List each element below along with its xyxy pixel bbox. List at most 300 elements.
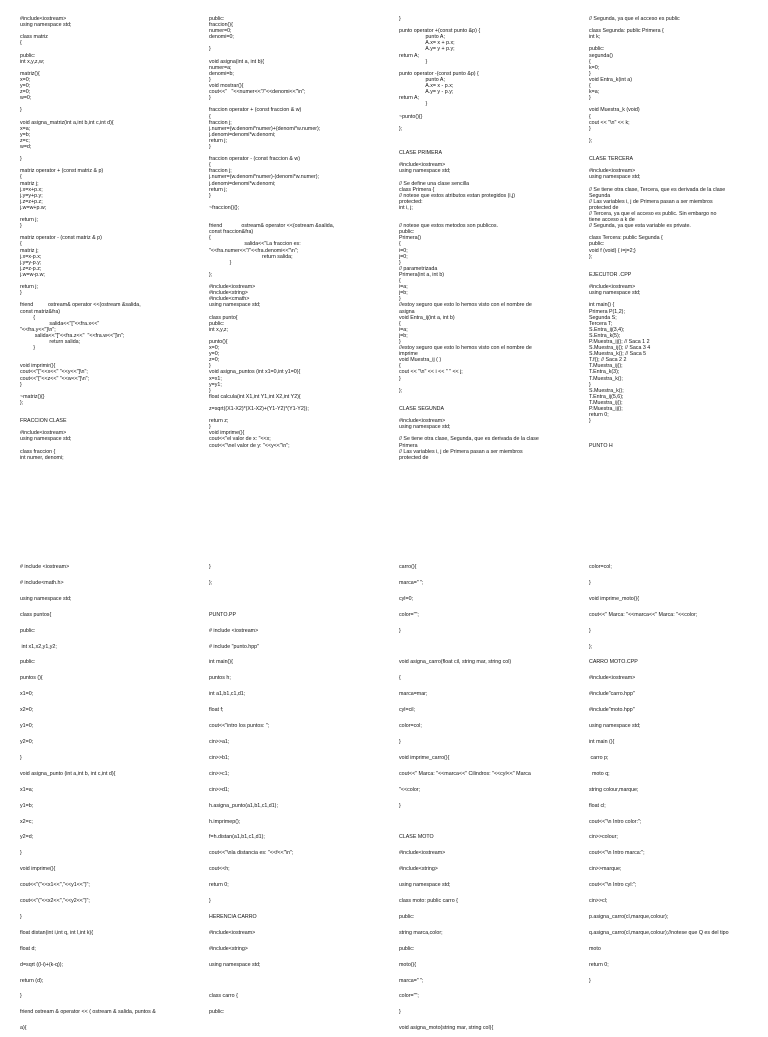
code-line: j.numer=(w.denomi*numer)-(denomi*w.numer); xyxy=(209,174,319,181)
code-line: int x,y,z,w; xyxy=(20,58,45,65)
code-line: puntos (){ xyxy=(20,675,43,682)
code-line: j.y=y-p.y; xyxy=(20,259,42,266)
code-line: CLASE PRIMERA xyxy=(399,150,442,157)
code-line: T.Muestra_ij(); xyxy=(589,399,623,406)
code-line: } xyxy=(20,223,22,230)
code-line: i=0; xyxy=(399,247,408,254)
code-line: #include<cmath> xyxy=(209,296,250,303)
code-line: } xyxy=(399,101,428,108)
code-line: S.Muestra_k(); xyxy=(589,387,624,394)
code-line: EJECUTOR .CPP xyxy=(589,271,632,278)
code-line: using namespace std; xyxy=(399,168,451,175)
code-line: { xyxy=(399,363,401,370)
code-line: j.x=x-p.x; xyxy=(20,253,42,260)
code-line: x=0; xyxy=(20,76,31,83)
code-line: // Se tiene otra clase, Tercera, que es derivada de la clase xyxy=(589,186,726,193)
code-line: } xyxy=(20,345,36,352)
code-line: // Tercera, ya que el acceso es public. Sin embargo no xyxy=(589,211,717,217)
code-line: class Primera { xyxy=(399,186,435,193)
code-line: cout<<"intro los puntos: "; xyxy=(209,723,270,730)
code-line xyxy=(399,815,575,831)
code-line: cin>>d1; xyxy=(209,786,230,793)
code-line: moto q; xyxy=(589,770,610,777)
code-line: #include<string> xyxy=(209,290,248,297)
code-line: cout<<"("<<x1<<","<<y1<<")"; xyxy=(20,882,90,889)
code-line: } xyxy=(589,627,591,634)
code-line: void Muestra_k (void) xyxy=(589,107,640,114)
code-line: cout<<"("<<x2<<","<<y2<<")"; xyxy=(20,898,90,905)
code-line: #include"moto.hpp" xyxy=(589,707,635,714)
code-line: } xyxy=(20,156,22,163)
code-line: // parametrizada xyxy=(399,265,438,272)
code-line: return salida; xyxy=(20,338,81,345)
code-line: Segunda S; xyxy=(589,314,617,321)
code-line: cout<<"["<<x<<" "<<y<<"]\n"; xyxy=(20,369,88,376)
code-line: z=c; xyxy=(20,137,30,144)
code-line: CLASE TERCERA xyxy=(589,156,634,163)
code-line: #include<iostream> xyxy=(589,168,636,175)
code-line: w=0; xyxy=(20,95,32,102)
code-line: void asigna(int a, int b){ xyxy=(209,58,265,65)
code-line: using namespace std; xyxy=(589,174,641,181)
code-line: y2=0; xyxy=(20,738,34,745)
code-line: P.Muestra_ij(); // Saca 1 2 xyxy=(589,338,650,345)
code-line xyxy=(209,974,385,990)
code-line: float calcula(int X1,int Y1,int X2,int Y2){ xyxy=(209,393,301,400)
code-line xyxy=(399,640,575,656)
code-line: color=col; xyxy=(589,564,612,570)
code-line: w=d; xyxy=(20,143,32,150)
code-line: Segunda xyxy=(589,192,611,199)
code-line: using namespace std; xyxy=(399,882,451,889)
code-line: denomi=b; xyxy=(209,70,234,77)
code-line: int main(){ xyxy=(209,659,233,666)
bottom-page xyxy=(0,560,768,1032)
code-line: //estoy seguro que esto lo hemos visto con el nombre de xyxy=(399,345,532,352)
code-line: } xyxy=(399,1009,401,1016)
code-line: public: xyxy=(399,945,415,952)
code-line: } xyxy=(209,143,211,150)
code-line: return 0; xyxy=(589,412,609,419)
code-line: public: xyxy=(20,52,36,59)
code-line: friend ostream& operator <<(ostream &salida, xyxy=(209,223,335,230)
code-line: } xyxy=(209,76,211,83)
code-line: } xyxy=(209,387,211,394)
code-line: class puntos{ xyxy=(20,611,52,618)
code-line: cout<<" Marca: "<<marca<<" Marca: "<<color; xyxy=(589,611,698,618)
code-line: segunda() xyxy=(589,52,613,59)
code-line: } xyxy=(399,627,401,634)
code-line: return (d); xyxy=(20,977,44,984)
code-line: marca=" "; xyxy=(399,977,424,984)
code-line: T.f(); // Saca 2 2 xyxy=(589,357,627,364)
code-line: } xyxy=(20,850,22,857)
code-line: cout<<"\nla distancia es: "<<f<<"\n"; xyxy=(209,850,294,857)
code-line: } xyxy=(209,192,211,199)
code-line: using namespace std; xyxy=(399,424,451,431)
code-line: } xyxy=(589,977,591,984)
code-line: x1=0; xyxy=(20,691,34,698)
code-line: Primera(int a, int b) xyxy=(399,271,445,278)
code-line: #include<iostream> xyxy=(20,430,67,437)
code-line: CLASE MOTO xyxy=(399,834,434,841)
code-line: x=a; xyxy=(20,125,31,132)
code-line: matriz operator - (const matriz & p) xyxy=(20,235,102,242)
code-line: { xyxy=(209,235,211,242)
code-line: class matriz xyxy=(20,34,48,41)
code-line: z=0; xyxy=(209,357,220,364)
code-line: return j; xyxy=(209,137,227,144)
code-line: y1=0; xyxy=(20,723,34,730)
code-line: }; xyxy=(589,253,593,260)
code-line: color=""; xyxy=(399,993,419,1000)
code-line: { xyxy=(20,40,22,47)
code-line: z=0; xyxy=(20,89,31,96)
code-line: numer=0; xyxy=(209,28,232,35)
top-column-2 xyxy=(209,16,385,449)
code-line: // Segunda, ya que esta variable es private. xyxy=(589,223,691,230)
code-line: } xyxy=(399,802,401,809)
code-line: HERENCIA CARRO xyxy=(209,913,257,920)
code-line: y=0; xyxy=(20,83,31,90)
code-line: PUNTO.PP xyxy=(209,611,236,618)
code-line: "<<fra.numer<<"/"<<fra.denomi<<"\n"; xyxy=(209,247,299,254)
top-column-4 xyxy=(589,16,765,449)
code-line: y=0; xyxy=(209,351,220,358)
code-line: } xyxy=(20,993,22,1000)
code-line: j=0; xyxy=(399,253,408,260)
code-line: float cl; xyxy=(589,802,606,809)
code-line: // Segunda, ya que el acceso es public xyxy=(589,16,680,22)
code-line: // notese que estos atributos estan protegidos (i,j) xyxy=(399,192,516,199)
code-line: }; xyxy=(209,579,213,586)
code-line: j.z=z-p.z; xyxy=(20,265,42,272)
code-line: j.denomi=denomi*w.denomi; xyxy=(209,131,276,138)
code-line: P.Muestra_ij(); xyxy=(589,406,623,412)
code-line: using namespace std; xyxy=(589,290,641,297)
code-line: #include<iostream> xyxy=(209,929,256,936)
code-line: void Entra_k(int a) xyxy=(589,76,632,83)
code-line: } xyxy=(399,738,401,745)
code-line: } xyxy=(20,913,22,920)
code-line: punto operator +(const punto &p) { xyxy=(399,28,481,35)
code-line: q.asigna_carro(cl,marque,colour);//notese que Q es del tipo xyxy=(589,929,729,936)
code-line: punto A; xyxy=(399,76,445,83)
code-line: class punto{ xyxy=(209,314,238,321)
code-line: protected de xyxy=(399,454,429,461)
code-line: // Se tiene otra clase, Segunda, que es derivada de la clase xyxy=(399,436,539,443)
code-line: punto operator -(const punto &p) { xyxy=(399,70,479,77)
code-line: j.z=z+p.z; xyxy=(20,198,43,205)
code-line: void asigna_matriz(int a,int b,int c,int d){ xyxy=(20,119,114,126)
code-line: S.Entra_ij(3,4); xyxy=(589,326,625,333)
code-line: } xyxy=(209,424,211,431)
code-line: void imprime_moto(){ xyxy=(589,595,640,602)
code-line: j.w=w-p.w; xyxy=(20,271,45,278)
code-line: using namespace std; xyxy=(20,436,72,443)
code-line: void asigna_carro(float cil, string mar, string col) xyxy=(399,659,512,666)
code-line: } xyxy=(589,381,591,388)
bottom-column-3 xyxy=(399,560,575,1037)
code-line: Primera xyxy=(399,442,418,449)
code-line: { xyxy=(589,113,591,120)
code-line: fraccion operator + (const fraccion & w) xyxy=(209,107,302,114)
bottom-column-4 xyxy=(589,560,765,989)
code-line: a){ xyxy=(20,1025,27,1032)
code-line: } xyxy=(589,418,591,425)
code-line: color=col; xyxy=(399,723,422,730)
code-line: } xyxy=(399,16,401,22)
code-line: color=""; xyxy=(399,611,419,618)
code-line: y=b; xyxy=(20,131,31,138)
code-line: class moto: public carro { xyxy=(399,898,458,905)
code-line: j=b; xyxy=(399,332,408,339)
code-line: A.y= y + p.y; xyxy=(399,46,455,53)
code-line: class Tercera: public Segunda { xyxy=(589,235,663,242)
code-line: return j; xyxy=(20,217,38,224)
code-line: { xyxy=(209,162,211,169)
code-line: void Entra_ij(int a, int b) xyxy=(399,314,455,321)
bottom-column-1 xyxy=(20,560,196,1037)
code-line: marca=mar; xyxy=(399,691,428,698)
code-line: "<<fra.y<<"]\n"; xyxy=(20,326,56,333)
code-line: x2=0; xyxy=(20,707,34,714)
code-line: class Segunda: public Primera { xyxy=(589,28,664,35)
code-line: public: xyxy=(209,16,225,22)
code-line: }; xyxy=(209,271,213,278)
code-line: { xyxy=(589,83,591,90)
code-line: fraccion j; xyxy=(209,168,232,175)
code-line: T.Entra_k(3); xyxy=(589,369,620,376)
code-line: public: xyxy=(399,913,415,920)
code-line: // Las variables i, j de Primera pasan a ser miembros xyxy=(399,448,523,455)
code-line: j.denomi=denomi*w.denomi; xyxy=(209,180,276,187)
code-line: FRACCION CLASE xyxy=(20,418,67,425)
code-line: matriz(){ xyxy=(20,70,40,77)
code-line: matriz j; xyxy=(20,247,39,254)
code-line: ~punto(){} xyxy=(399,113,423,120)
code-line: void mostrar(){ xyxy=(209,83,244,90)
code-line: i=a; xyxy=(399,326,408,333)
code-line: y=y1; xyxy=(209,381,222,388)
code-line: #include<iostream> xyxy=(20,16,67,22)
code-line: salida<<"["<<fra.x<<" xyxy=(20,320,100,327)
code-line: }; xyxy=(589,137,593,144)
code-line: # include <iostream> xyxy=(209,627,259,634)
code-line: int k; xyxy=(589,34,601,41)
code-line: A.x= x + p.x; xyxy=(399,40,455,47)
code-line: T.Muestra_ij(); xyxy=(589,363,623,370)
code-line: Primera P(1,2); xyxy=(589,308,625,315)
code-line: int numer, denomi; xyxy=(20,454,64,461)
code-line: # include <iostream> xyxy=(20,564,70,570)
code-line: #include<iostream> xyxy=(399,162,446,169)
code-line: ~fraccion(){}; xyxy=(209,204,240,211)
code-line: z=sqrt((X1-X2)*(X1-X2)+(Y1-Y2)*(Y1-Y2)); xyxy=(209,406,309,412)
code-line: S.Muestra_k(); // Saca 5 xyxy=(589,351,647,358)
code-line: void imprime(){ xyxy=(20,866,56,873)
code-line: x2=c; xyxy=(20,818,33,825)
code-line: { xyxy=(209,113,211,120)
code-line: cout<<"["<<z<<" "<<w<<"]\n"; xyxy=(20,375,90,382)
code-line: return j; xyxy=(20,284,38,291)
code-line: CARRO MOTO.CPP xyxy=(589,659,638,666)
code-line: using namespace std; xyxy=(20,22,72,29)
code-line: } xyxy=(20,381,22,388)
code-line: protected: xyxy=(399,198,423,205)
code-line: "<<color; xyxy=(399,786,421,793)
code-line: CLASE SEGUNDA xyxy=(399,406,445,412)
code-line: #include<string> xyxy=(399,866,438,873)
code-line: punto(){ xyxy=(209,338,228,345)
code-line: void Muestra_ij ( ) xyxy=(399,357,442,364)
code-line: punto A; xyxy=(399,34,445,41)
code-line: }; xyxy=(399,387,403,394)
code-line: Primera() xyxy=(399,235,422,242)
code-line: void asigna_moto(string mar, string col){ xyxy=(399,1025,494,1032)
code-line: carro p; xyxy=(589,754,609,761)
code-line: // notese que estos metodos son publicos. xyxy=(399,223,498,230)
code-line: int a1,b1,c1,d1; xyxy=(209,691,246,698)
code-line: { xyxy=(399,278,401,285)
code-line: } xyxy=(399,375,401,382)
code-line: return 0; xyxy=(589,961,609,968)
code-line: } xyxy=(209,363,211,370)
code-line: public: xyxy=(209,320,225,327)
code-line: } xyxy=(399,296,401,303)
code-line: cout << "\n" << k; xyxy=(589,119,630,126)
code-line: public: xyxy=(399,229,415,236)
code-line: imprime xyxy=(399,351,418,358)
code-line: cout<<" "<<numer<<"/"<<denomi<<"\n"; xyxy=(209,89,306,96)
code-line: j.x=x+p.x; xyxy=(20,186,43,193)
code-line: int x,y,z; xyxy=(209,326,229,333)
code-line: # include "punto.hpp" xyxy=(209,643,259,650)
code-line: h.asigna_punto(a1,b1,c1,d1); xyxy=(209,802,278,809)
code-line: moto xyxy=(589,945,601,952)
code-line: cout<<h; xyxy=(209,866,230,873)
code-line: void asigna_puntos (int x1=0,int y1=0){ xyxy=(209,369,301,376)
code-line: { xyxy=(20,241,22,248)
code-line: { xyxy=(399,675,401,682)
code-line: public: xyxy=(20,627,36,634)
code-line: j.numer=(w.denomi*numer)+(denomi*w.numer); xyxy=(209,125,321,132)
code-line: salida<<"La fraccion es: xyxy=(209,241,301,248)
code-line: //estoy seguro que esto lo hemos visto con el nombre de xyxy=(399,302,532,309)
code-line: } xyxy=(209,898,211,905)
code-line: { xyxy=(20,174,22,181)
code-line: x1=a; xyxy=(20,786,34,793)
code-line: using namespace std; xyxy=(589,723,641,730)
code-line: S.Entra_k(5); xyxy=(589,332,621,339)
code-line: A.x= x - p.x; xyxy=(399,83,454,90)
code-line: } xyxy=(589,125,591,132)
code-line: } xyxy=(399,259,401,266)
code-line: cout<<"\nel valor de y: "<<y<<"\n"; xyxy=(209,442,290,449)
code-line: { xyxy=(399,320,401,327)
code-line: p.asigna_carro(cl,marque,colour); xyxy=(589,913,669,920)
code-line: int main() { xyxy=(589,302,615,309)
code-line: cin>>cl; xyxy=(589,898,608,905)
code-line: float distan(int i,int q, int l,int k){ xyxy=(20,929,94,936)
code-line: #include<string> xyxy=(209,945,248,952)
code-line: matriz operator + (const matriz & p) xyxy=(20,168,104,175)
code-line: cyl=0; xyxy=(399,595,413,602)
code-line: fraccion operator - (const fraccion & w) xyxy=(209,156,300,163)
code-line: int i, j; xyxy=(399,204,413,211)
code-line: } xyxy=(589,95,591,102)
code-line: #include<iostream> xyxy=(399,850,446,857)
code-line: T.Entra_ij(5,6); xyxy=(589,393,624,400)
top-column-3 xyxy=(399,16,575,461)
code-line: cyl=cil; xyxy=(399,707,416,714)
code-line: asigna xyxy=(399,308,415,315)
code-line: string colour,marque; xyxy=(589,786,639,793)
code-line: }; xyxy=(399,125,403,132)
code-line: float d; xyxy=(20,945,36,952)
code-line: j=b; xyxy=(399,290,408,297)
code-line: marca=" "; xyxy=(399,579,424,586)
code-line: ~matriz(){} xyxy=(20,393,45,400)
code-line: } xyxy=(20,290,22,297)
code-line: T.Muestra_k(); xyxy=(589,375,623,382)
code-line: } xyxy=(20,754,22,761)
code-line: protected de xyxy=(589,204,619,211)
code-line: friend ostream & operator << ( ostream & salida, puntos & xyxy=(20,1009,156,1016)
code-line: salida<<"["<<fra.z<<" "<<fra.w<<"]\n"; xyxy=(20,332,125,339)
code-line: k=a; xyxy=(589,89,600,96)
code-line: denomi=0; xyxy=(209,34,234,41)
code-line: i=a; xyxy=(399,284,408,291)
code-line: { xyxy=(589,58,591,65)
code-line: // Las variables i, j de Primera pasan a ser miembros xyxy=(589,198,713,205)
code-line: // Se define una clase sencilla xyxy=(399,180,470,187)
code-line: void f (void) { i=j=2;} xyxy=(589,247,636,254)
code-line: cin>>a1; xyxy=(209,738,230,745)
code-line xyxy=(209,592,385,608)
code-line: f=h.distan(a1,b1,c1,d1); xyxy=(209,834,265,841)
code-line: float f; xyxy=(209,707,224,714)
code-line: cout<<"\n Intro marca:"; xyxy=(589,850,645,857)
code-line: public: xyxy=(209,1009,225,1016)
code-line: cin>>colour; xyxy=(589,834,618,841)
code-line: int x1,x2,y1,y2; xyxy=(20,643,57,650)
code-line: Tercera T; xyxy=(589,320,613,327)
code-line: carro(){ xyxy=(399,564,417,570)
code-line: cout<<" Marca: "<<marca<<" Cilindros: "<<cyl<<" Marca xyxy=(399,770,531,777)
code-line: #include<iostream> xyxy=(399,418,446,425)
code-line: #include<iostream> xyxy=(589,284,636,291)
code-line: PUNTO H xyxy=(589,442,613,449)
code-line: void imprime(){ xyxy=(209,430,245,437)
code-line: class fraccion { xyxy=(20,448,56,455)
code-line: } xyxy=(209,46,211,53)
code-line: S.Muestra_ij(); // Saca 3 4 xyxy=(589,345,651,352)
code-line: } xyxy=(209,95,211,102)
code-line: h.imprimep(); xyxy=(209,818,241,825)
code-line: #include<iostream> xyxy=(589,675,636,682)
code-line: return salida; xyxy=(209,253,293,260)
code-line: public: xyxy=(589,46,605,53)
code-line: cin>>b1; xyxy=(209,754,230,761)
code-line: y2=d; xyxy=(20,834,34,841)
code-line: const matriz&fra) xyxy=(20,308,61,315)
code-line: cin>>marque; xyxy=(589,866,622,873)
code-line: return z; xyxy=(209,418,229,425)
code-line: using namespace std; xyxy=(20,595,72,602)
code-line: void imprimir(){ xyxy=(20,363,56,370)
code-line: return 0; xyxy=(209,882,229,889)
